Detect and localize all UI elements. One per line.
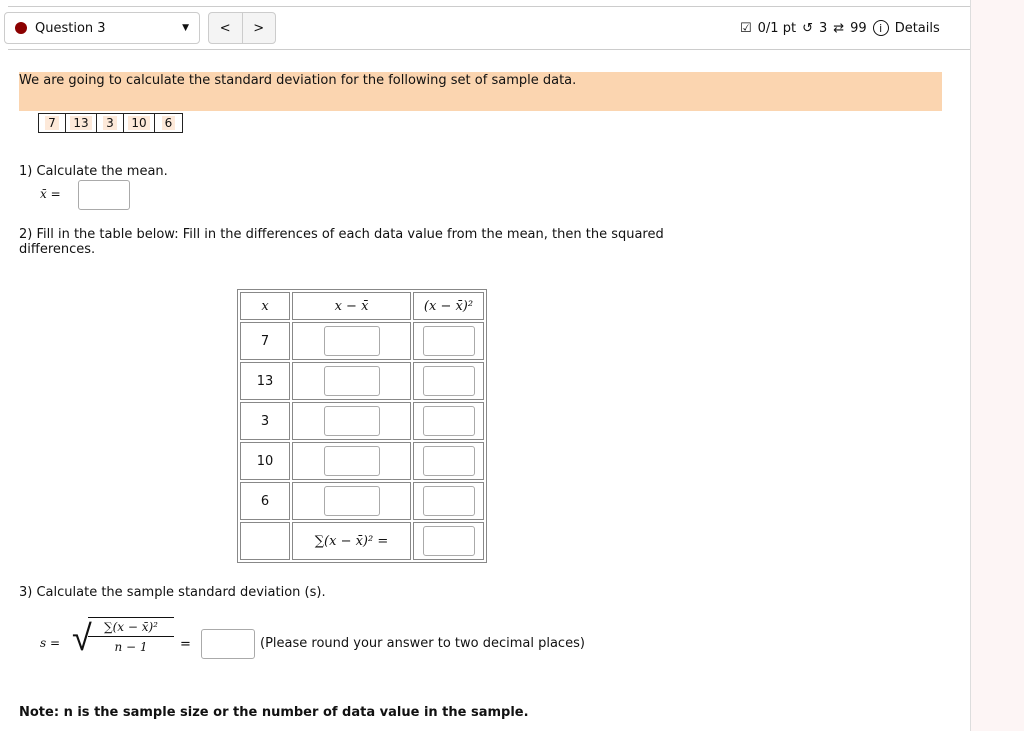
next-button[interactable]: >: [253, 20, 265, 36]
divider: [8, 6, 970, 7]
table-row: [240, 482, 484, 520]
step1-label: 1) Calculate the mean.: [19, 164, 168, 179]
numerator: ∑(x − x̄)²: [88, 618, 174, 637]
note: Note: n is the sample size or the number of data value in the sample.: [19, 705, 529, 720]
sqrt-icon: √: [72, 618, 92, 659]
step3-label: 3) Calculate the sample standard deviation (s).: [19, 585, 326, 600]
sum-row: [240, 522, 484, 560]
info-icon[interactable]: i: [873, 20, 889, 36]
prev-button[interactable]: <: [209, 13, 243, 43]
equals: =: [180, 637, 191, 652]
mean-symbol: x̄ =: [40, 187, 61, 201]
sample-data: [38, 113, 183, 133]
header-diff: x − x̄: [292, 292, 411, 320]
sample-value: 10: [124, 114, 155, 132]
right-panel: [970, 0, 1024, 731]
header-x: x: [240, 292, 290, 320]
x-value: 10: [240, 442, 290, 480]
sample-value: 7: [39, 114, 66, 132]
intro-banner: [19, 72, 942, 111]
divider: [8, 49, 970, 50]
checkbox-icon: ☑: [740, 20, 752, 36]
diff-input[interactable]: [324, 366, 380, 396]
sq-input[interactable]: [423, 326, 475, 356]
question-meta: [740, 20, 940, 36]
round-hint: (Please round your answer to two decimal places): [260, 636, 585, 651]
sq-input[interactable]: [423, 486, 475, 516]
question-select[interactable]: [4, 12, 200, 44]
details-link[interactable]: Details: [894, 20, 940, 36]
x-value: 3: [240, 402, 290, 440]
s-symbol: s =: [40, 636, 61, 650]
table-row: [240, 362, 484, 400]
diff-input[interactable]: [324, 486, 380, 516]
caret-down-icon: ▼: [182, 23, 189, 33]
question-label: Question 3: [35, 20, 106, 36]
fraction: [88, 617, 174, 654]
x-value: 13: [240, 362, 290, 400]
deviation-table: [237, 289, 487, 563]
table-row: [240, 402, 484, 440]
sum-label: ∑(x − x̄)² =: [292, 522, 411, 560]
denominator: n − 1: [114, 640, 148, 654]
header-sq: (x − x̄)²: [413, 292, 484, 320]
sd-input[interactable]: [201, 629, 255, 659]
sample-value: 13: [66, 114, 97, 132]
diff-input[interactable]: [324, 446, 380, 476]
sample-value: 3: [97, 114, 124, 132]
intro-text: We are going to calculate the standard deviation for the following set of sample data.: [19, 73, 577, 88]
retry-icon: ↺: [802, 20, 813, 36]
mean-input[interactable]: [78, 180, 130, 210]
step2-label: 2) Fill in the table below: Fill in the differences of each data value from the mean, then the squared differences.: [19, 227, 664, 257]
sum-input[interactable]: [423, 526, 475, 556]
sample-value: 6: [155, 114, 182, 132]
retries: 3: [818, 20, 828, 36]
table-row: [240, 442, 484, 480]
attempts: 99: [850, 20, 867, 36]
sq-input[interactable]: [423, 406, 475, 436]
question-nav: [208, 12, 276, 44]
attempts-icon: ⇄: [833, 20, 845, 36]
sq-input[interactable]: [423, 366, 475, 396]
status-dot-icon: [15, 22, 27, 34]
table-row: [240, 322, 484, 360]
diff-input[interactable]: [324, 406, 380, 436]
diff-input[interactable]: [324, 326, 380, 356]
score: 0/1 pt: [757, 20, 797, 36]
x-value: 7: [240, 322, 290, 360]
sq-input[interactable]: [423, 446, 475, 476]
x-value: 6: [240, 482, 290, 520]
